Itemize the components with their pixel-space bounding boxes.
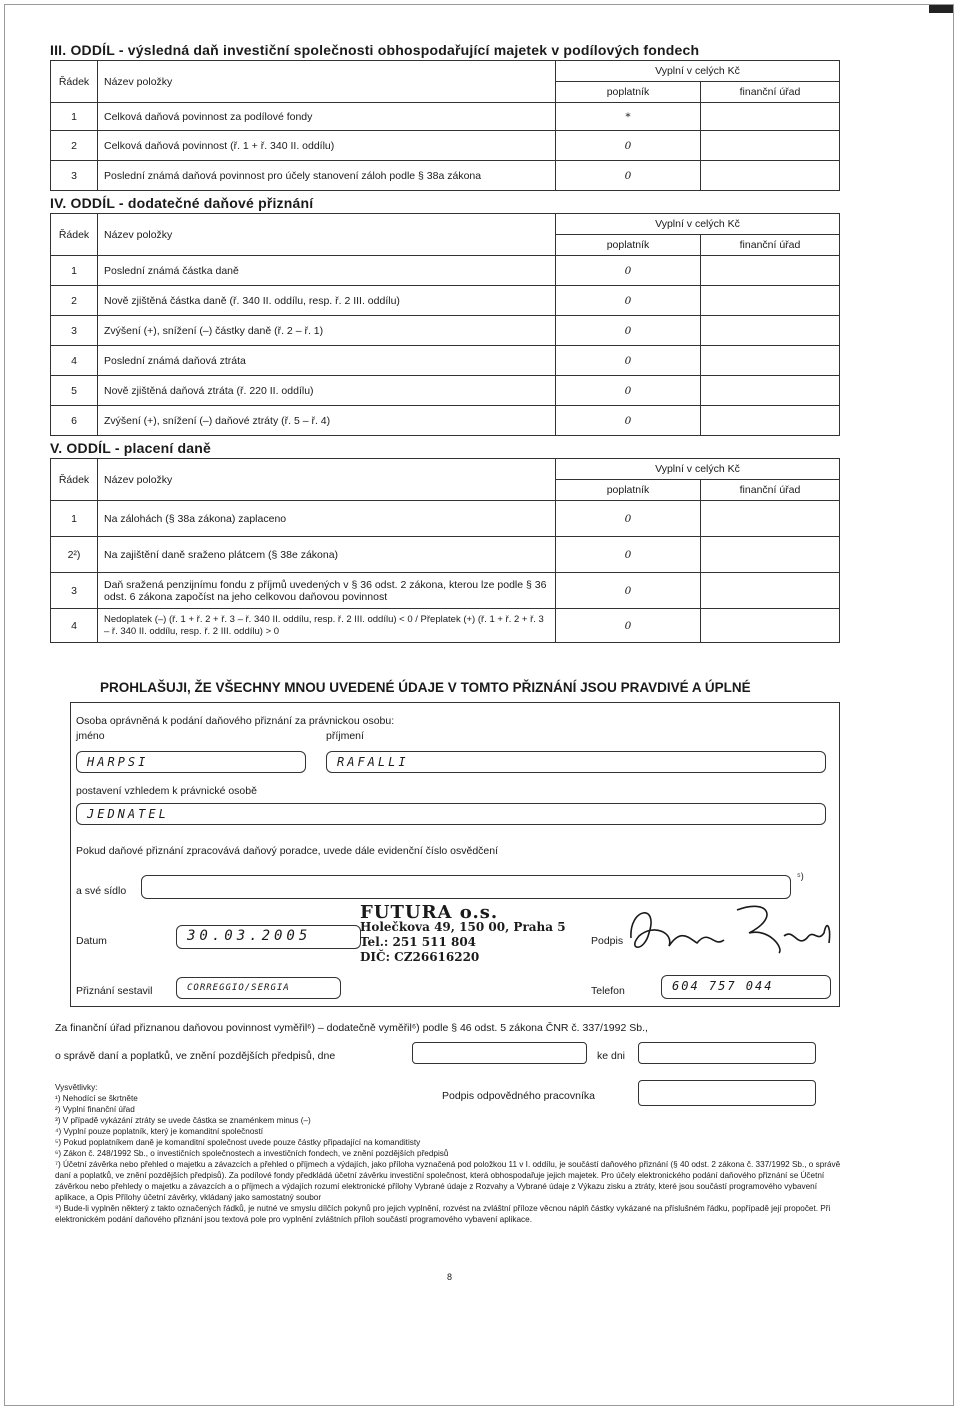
section-iii-table [50, 60, 840, 191]
row-number: 4 [51, 609, 98, 643]
header-row: Řádek [51, 61, 98, 103]
date-field[interactable]: 30.03.2005 [176, 925, 361, 949]
authorized-person-label: Osoba oprávněná k podání daňového přiznání za právnickou osobu: [76, 715, 395, 727]
header-tax-office: finanční úřad [701, 480, 840, 501]
section-iii-title: III. ODDÍL - výsledná daň investiční společnosti obhospodařující majetek v podílových fondech [50, 42, 700, 58]
header-fill: Vyplní v celých Kč [556, 214, 840, 235]
stamp-tax-id: DIČ: CZ26616220 [360, 950, 480, 964]
tax-office-value [701, 537, 840, 573]
header-row: Řádek [51, 459, 98, 501]
row-label: Nově zjištěná částka daně (ř. 340 II. oddílu, resp. ř. 2 III. oddílu) [98, 286, 556, 316]
phone-field[interactable]: 604 757 044 [661, 975, 831, 999]
header-fill: Vyplní v celých Kč [556, 61, 840, 82]
stamp-address: Holečkova 49, 150 00, Praha 5 [360, 920, 566, 934]
row-label: Zvýšení (+), snížení (–) daňové ztráty (ř. 5 – ř. 4) [98, 406, 556, 436]
seat-label: a své sídlo [76, 885, 127, 897]
header-tax-office: finanční úřad [701, 82, 840, 103]
section-v-table [50, 458, 840, 643]
row-label: Na zajištění daně sraženo plátcem (§ 38e zákona) [98, 537, 556, 573]
header-tax-office: finanční úřad [701, 235, 840, 256]
taxpayer-value[interactable]: 0 [556, 161, 701, 191]
row-label: Na zálohách (§ 38a zákona) zaplaceno [98, 501, 556, 537]
tax-office-value [701, 346, 840, 376]
header-name: Název položky [98, 61, 556, 103]
page-number: 8 [447, 1272, 453, 1282]
row-label: Poslední známá daňová povinnost pro účely stanovení záloh podle § 38a zákona [98, 161, 556, 191]
row-label: Nově zjištěná daňová ztráta (ř. 220 II. oddílu) [98, 376, 556, 406]
tax-office-line-2: o správě daní a poplatků, ve znění pozdějších předpisů, dne [55, 1050, 336, 1062]
surname-field[interactable]: RAFALLI [326, 751, 826, 773]
row-label: Poslední známá daňová ztráta [98, 346, 556, 376]
row-number: 4 [51, 346, 98, 376]
taxpayer-value[interactable]: 0 [556, 286, 701, 316]
date-label: Datum [76, 935, 107, 947]
signature-label: Podpis [591, 935, 624, 947]
section-v-title: V. ODDÍL - placení daně [50, 440, 211, 456]
stamp-company-name: FUTURA o.s. [360, 902, 499, 923]
row-number: 2²) [51, 537, 98, 573]
row-number: 5 [51, 376, 98, 406]
row-label: Zvýšení (+), snížení (–) částky daně (ř. 2 – ř. 1) [98, 316, 556, 346]
prepared-by-label: Přiznání sestavil [76, 985, 153, 997]
row-label: Celková daňová povinnost za podílové fondy [98, 103, 556, 131]
taxpayer-value[interactable]: 0 [556, 376, 701, 406]
prepared-by-field[interactable]: CORREGGIO/SERGIA [176, 977, 341, 999]
position-label: postavení vzhledem k právnické osobě [76, 785, 257, 797]
taxpayer-value[interactable]: 0 [556, 609, 701, 643]
row-number: 3 [51, 573, 98, 609]
row-number: 3 [51, 161, 98, 191]
seat-footnote-mark: ⁵) [797, 871, 804, 881]
footnote-item: ²) Vyplní finanční úřad [55, 1105, 135, 1114]
tax-office-value [701, 609, 840, 643]
tax-office-value [701, 161, 840, 191]
row-label: Celková daňová povinnost (ř. 1 + ř. 340 II. oddílu) [98, 131, 556, 161]
declaration-heading: PROHLAŠUJI, ŽE VŠECHNY MNOU UVEDENÉ ÚDAJE V TOMTO PŘIZNÁNÍ JSOU PRAVDIVÉ A ÚPLNÉ [100, 680, 751, 695]
row-number: 1 [51, 501, 98, 537]
name-field[interactable]: HARPSI [76, 751, 306, 773]
scan-corner-mark [929, 5, 953, 13]
phone-label: Telefon [591, 985, 625, 997]
section-iv-title: IV. ODDÍL - dodatečné daňové přiznání [50, 195, 314, 211]
row-number: 1 [51, 103, 98, 131]
tax-office-line-1: Za finanční úřad přiznanou daňovou povinnost vyměřil⁶) – dodatečně vyměřil⁶) podle § 46 odst. 5 zákona ČNR č. 337/1992 Sb., [55, 1022, 648, 1034]
taxpayer-value[interactable]: 0 [556, 316, 701, 346]
tax-advisor-label: Pokud daňové přiznání zpracovává daňový poradce, uvede dále evidenční číslo osvědčení [76, 845, 499, 857]
footnote-item: ¹) Nehodící se škrtněte [55, 1094, 138, 1103]
row-number: 2 [51, 286, 98, 316]
footnote-item: ⁴) Vyplní pouze poplatník, který je komanditní společností [55, 1127, 264, 1136]
name-label: jméno [76, 730, 105, 742]
taxpayer-value[interactable]: 0 [556, 501, 701, 537]
surname-label: příjmení [326, 730, 364, 742]
tax-office-value [701, 286, 840, 316]
taxpayer-value[interactable]: 0 [556, 406, 701, 436]
row-number: 2 [51, 131, 98, 161]
tax-office-value [701, 256, 840, 286]
effective-date-label: ke dni [597, 1050, 626, 1062]
stamp-phone: Tel.: 251 511 804 [360, 935, 477, 949]
officer-signature-label: Podpis odpovědného pracovníka [442, 1090, 595, 1102]
row-label: Nedoplatek (–) (ř. 1 + ř. 2 + ř. 3 – ř. 340 II. oddílu, resp. ř. 2 III. oddílu) < 0 / Přeplatek (+) (ř. 1 + ř. 2 + ř. 3 – ř. 340 II. oddílu, resp. ř. 2 III. oddílu) > 0 [98, 609, 556, 643]
taxpayer-value[interactable]: * [556, 103, 701, 131]
tax-office-value [701, 376, 840, 406]
footnote-item: ⁸) Bude-li vyplněn některý z takto označených řádků, je nutné ve smyslu dílčích pokynů pro jejich vyplnění, rozvést na zvláštní příloze věcnou náplň částky vykázané na příslušném řádku, popřípadě její propočet. Při elektronickém podání daňového přiznání jsou textová pole pro vyplnění zvláštních příloh součástí programového vybavení aplikace. [55, 1204, 831, 1224]
section-iv-table [50, 213, 840, 436]
header-taxpayer: poplatník [556, 480, 701, 501]
taxpayer-value[interactable]: 0 [556, 346, 701, 376]
handwritten-signature [619, 898, 834, 968]
header-name: Název položky [98, 459, 556, 501]
form-sections [50, 40, 840, 645]
tax-office-value [701, 406, 840, 436]
company-stamp [360, 902, 566, 965]
tax-office-value [701, 131, 840, 161]
decision-date-field[interactable] [412, 1042, 587, 1064]
effective-date-field[interactable] [638, 1042, 816, 1064]
seat-field[interactable] [141, 875, 791, 899]
footnotes-title: Vysvětlivky: [55, 1083, 98, 1092]
footnote-item: ⁷) Účetní závěrka nebo přehled o majetku a závazcích a přehled o příjmech a výdajích, jako příloha vyznačená pod položkou 11 v I. oddílu, je součástí daňového přiznání (§ 40 odst. 2 zákona č. 337/1992 Sb., o správě daní a poplatků, ve znění pozdějších předpisů). Za podílové fondy předkládá účetní závěrku investiční společnost, která obhospodařuje jejich majetek. Pro účely elektronického podání daňového přiznání se Účetní závěrkou nebo přehledy o majetku a závazcích a o příjmech a výdajích rozumí elektronické přílohy Vybrané údaje z Rozvahy a Vybrané údaje z Výkazu zisku a ztráty, které jsou součástí programového vybavení aplikace, a Opis Přílohy účetní závěrky, vkládaný jako samostatný soubor [55, 1160, 841, 1202]
header-row: Řádek [51, 214, 98, 256]
row-number: 1 [51, 256, 98, 286]
footnotes [55, 1082, 845, 1225]
row-label: Poslední známá částka daně [98, 256, 556, 286]
footnote-item: ⁶) Zákon č. 248/1992 Sb., o investičních společnostech a investičních fondech, ve znění pozdějších předpisů [55, 1149, 449, 1158]
row-label: Daň sražená penzijnímu fondu z příjmů uvedených v § 36 odst. 2 zákona, kterou lze podle § 36 odst. 6 zákona započíst na jeho celkovou daňovou povinnost [98, 573, 556, 609]
tax-office-value [701, 501, 840, 537]
header-taxpayer: poplatník [556, 235, 701, 256]
tax-office-value [701, 103, 840, 131]
header-taxpayer: poplatník [556, 82, 701, 103]
row-number: 3 [51, 316, 98, 346]
header-name: Název položky [98, 214, 556, 256]
row-number: 6 [51, 406, 98, 436]
taxpayer-value[interactable]: 0 [556, 256, 701, 286]
tax-office-value [701, 573, 840, 609]
footnote-item: ⁵) Pokud poplatníkem daně je komanditní společnost uvede pouze částky připadající na komanditisty [55, 1138, 421, 1147]
footnote-item: ³) V případě vykázání ztráty se uvede částka se znaménkem minus (–) [55, 1116, 311, 1125]
taxpayer-value[interactable]: 0 [556, 131, 701, 161]
header-fill: Vyplní v celých Kč [556, 459, 840, 480]
taxpayer-value[interactable]: 0 [556, 573, 701, 609]
taxpayer-value[interactable]: 0 [556, 537, 701, 573]
position-field[interactable]: JEDNATEL [76, 803, 826, 825]
tax-office-value [701, 316, 840, 346]
